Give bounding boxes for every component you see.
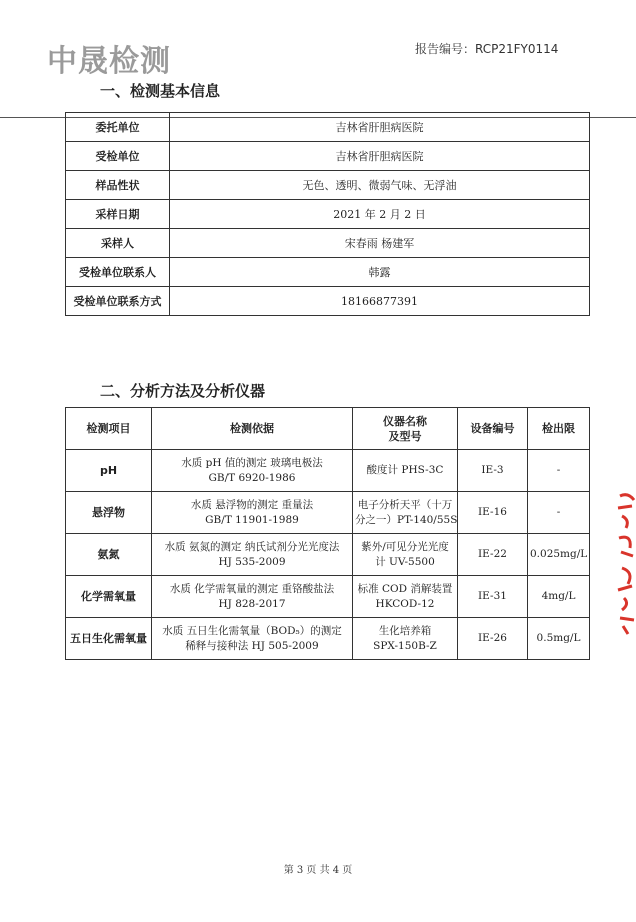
table-row (66, 142, 590, 171)
table-row (66, 229, 590, 258)
limit-cell: - (528, 492, 590, 534)
row-label: 采样人 (66, 229, 170, 258)
device-no-cell: IE-16 (458, 492, 528, 534)
seal-stamp-marks (618, 495, 634, 634)
instrument-line: 电子分析天平（十万 (357, 498, 453, 511)
section2-title: 二、分析方法及分析仪器 (100, 382, 266, 400)
basis-line: 水质 悬浮物的测定 重量法 (190, 498, 314, 511)
instrument-line: 紫外/可见分光光度 (361, 540, 449, 553)
company-logo: 中晟检测 (47, 44, 171, 79)
column-header: 检测项目 (66, 408, 152, 450)
device-no-cell: IE-22 (458, 534, 528, 576)
basis-line: HJ 535-2009 (218, 555, 286, 568)
row-value: 韩露 (170, 258, 590, 287)
basis-cell (152, 492, 353, 534)
table-row (66, 258, 590, 287)
basis-line: 水质 氨氮的测定 纳氏试剂分光光度法 (164, 540, 340, 553)
table-row (66, 200, 590, 229)
row-label: 委托单位 (66, 113, 170, 142)
table-row (66, 576, 590, 618)
table-row (66, 450, 590, 492)
instrument-line: 计 UV-5500 (375, 555, 435, 568)
basis-line: 水质 五日生化需氧量（BOD₅）的测定 (162, 624, 342, 637)
row-value: 吉林省肝胆病医院 (170, 142, 590, 171)
device-no-cell: IE-26 (458, 618, 528, 660)
row-value: 2021 年 2 月 2 日 (170, 200, 590, 229)
basis-line: GB/T 11901-1989 (205, 513, 299, 526)
item-cell: 化学需氧量 (66, 576, 152, 618)
row-value: 18166877391 (170, 287, 590, 316)
basis-cell (152, 618, 353, 660)
basis-line: HJ 828-2017 (218, 597, 286, 610)
instrument-cell (353, 534, 458, 576)
instrument-line: 标准 COD 消解装置 (357, 582, 453, 595)
table-row (66, 534, 590, 576)
column-header: 设备编号 (458, 408, 528, 450)
column-header: 检出限 (528, 408, 590, 450)
row-value: 宋春雨 杨建军 (170, 229, 590, 258)
basic-info-table (65, 112, 590, 316)
basis-line: 稀释与接种法 HJ 505-2009 (185, 639, 319, 652)
limit-cell: 0.5mg/L (528, 618, 590, 660)
row-label: 受检单位联系方式 (66, 287, 170, 316)
device-no-cell: IE-31 (458, 576, 528, 618)
methods-table (65, 407, 590, 660)
instrument-cell (353, 492, 458, 534)
instrument-cell (353, 450, 458, 492)
device-no-cell: IE-3 (458, 450, 528, 492)
table-row (66, 113, 590, 142)
instrument-line: 生化培养箱 (378, 624, 432, 637)
instrument-line: SPX-150B-Z (373, 639, 437, 652)
limit-cell: 4mg/L (528, 576, 590, 618)
section1-title: 一、检测基本信息 (100, 82, 221, 100)
row-label: 样品性状 (66, 171, 170, 200)
item-cell: 五日生化需氧量 (66, 618, 152, 660)
row-label: 采样日期 (66, 200, 170, 229)
row-value: 吉林省肝胆病医院 (170, 113, 590, 142)
item-cell: 悬浮物 (66, 492, 152, 534)
column-header: 仪器名称 及型号 (353, 408, 458, 450)
page-footer: 第 3 页 共 4 页 (283, 865, 353, 876)
instrument-line: 分之一）PT-140/55S (355, 513, 458, 526)
row-value: 无色、透明、微弱气味、无浮油 (170, 171, 590, 200)
column-header: 检测依据 (152, 408, 353, 450)
limit-cell: 0.025mg/L (528, 534, 590, 576)
basis-line: 水质 化学需氧量的测定 重铬酸盐法 (169, 582, 335, 595)
table-row (66, 492, 590, 534)
table-row (66, 287, 590, 316)
table-header-row (66, 408, 590, 450)
report-number: 报告编号：RCP21FY0114 (415, 42, 559, 56)
instrument-cell (353, 576, 458, 618)
basis-cell (152, 576, 353, 618)
row-label: 受检单位联系人 (66, 258, 170, 287)
basis-line: 水质 pH 值的测定 玻璃电极法 (181, 456, 323, 469)
limit-cell: - (528, 450, 590, 492)
instrument-line: HKCOD-12 (375, 597, 435, 610)
basis-cell (152, 450, 353, 492)
seal-stamp-icon (614, 486, 636, 636)
instrument-cell (353, 618, 458, 660)
basis-line: GB/T 6920-1986 (208, 471, 296, 484)
item-cell: 氨氮 (66, 534, 152, 576)
table-row (66, 618, 590, 660)
instrument-line: 酸度计 PHS-3C (366, 464, 444, 476)
table-row (66, 171, 590, 200)
item-cell: pH (66, 450, 152, 492)
basis-cell (152, 534, 353, 576)
row-label: 受检单位 (66, 142, 170, 171)
